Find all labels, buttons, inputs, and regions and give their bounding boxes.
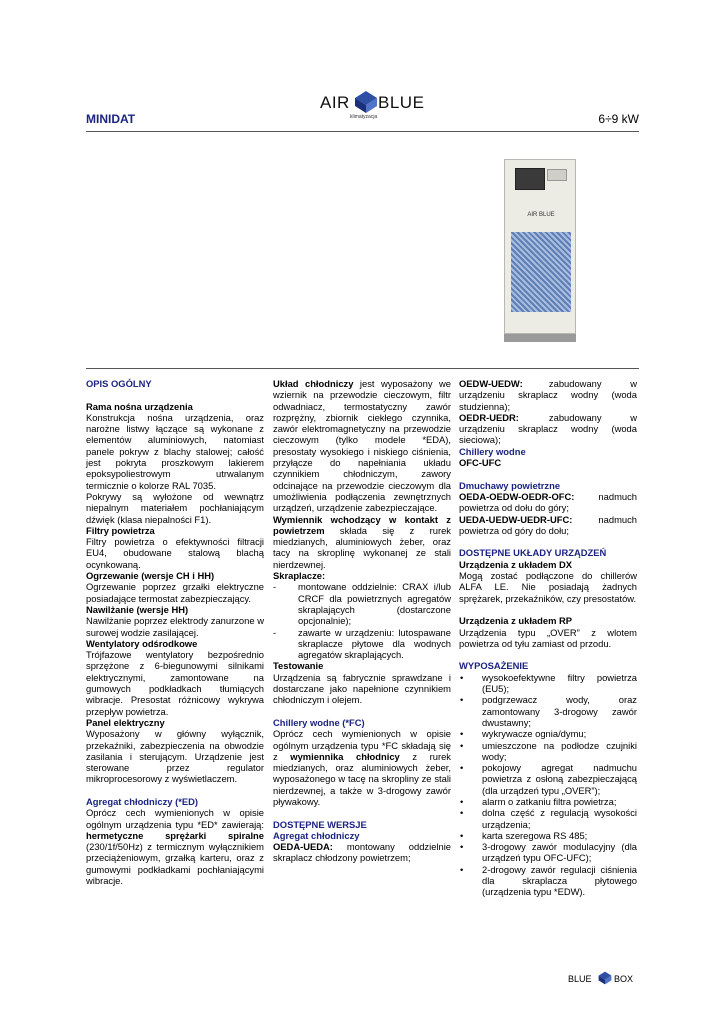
subheading-chillery-wodne: Chillery wodne xyxy=(459,445,526,457)
skraplacze-list xyxy=(273,581,451,660)
text-oedr: urządzeniu skraplacz wodny (woda sieciowa); xyxy=(459,423,637,446)
label-oeda-ofc: OEDA-OEDW-OEDR-OFC: xyxy=(459,490,575,502)
unit-base xyxy=(504,334,576,342)
list-item: - zawarte w urządzeniu: lutospawane skraplacze płytowe dla wodnych agregatów skraplających. xyxy=(273,627,451,661)
text-agregat: Oprócz cech wymienionych w opisie ogólnym urządzenia typu *ED* zawierają: hermetyczne sprężarki spiralne (230/1f/50Hz) z termicznym wyłącznikiem przeciążeniowym, grzałką karteru, oraz z gumowymi podkładkami pochłaniającymi wibracje. xyxy=(86,807,264,887)
unit-brand: AIR BLUE xyxy=(527,212,555,218)
unit-grille xyxy=(511,232,571,312)
text-rama: Konstrukcja nośna urządzenia, oraz narożne listwy łączące są wykonane z elementów aluminiowych, natomiast panele pokryw z blachy stalowej; całość jest pokryta proszkowym lakierem epoksypoliestrowym utrwalanym termicznie o kolorze RAL 7035. xyxy=(86,411,264,491)
section-heading-wyposazenie: WYPOSAŻENIE xyxy=(459,660,529,672)
text-oeda: OEDA-UEDA: montowany oddzielnie skraplacz chłodzony powietrzem; xyxy=(273,841,451,864)
subheading-nawilzanie: Nawilżanie (wersje HH) xyxy=(86,603,189,615)
text-rp: Urządzenia typu „OVER” z wlotem powietrza od tyłu zamiast od przodu. xyxy=(459,626,637,649)
label-oedr: OEDR-UEDR: xyxy=(459,411,519,423)
section-heading-agregat: Agregat chłodniczy (*ED) xyxy=(86,795,198,807)
text-ueda-ufc: powietrza od góry do dołu; xyxy=(459,524,569,536)
product-image xyxy=(504,159,576,342)
section-heading-opis: OPIS OGÓLNY xyxy=(86,378,152,389)
column-3: OEDW-UEDW: zabudowany w urządzeniu skraplacz wodny (woda studzienna); OEDR-UEDR: zabudowany w urządzeniu skraplacz wodny (woda sieciowa); Chillery wodne OFC-UFC Dmuchawy powietrzne OEDA-OEDW-OEDR-OFC: nadmuch powietrza od dołu do góry; UEDA-UEDW-UEDR-UFC: nadmuch powietrza od góry do dołu; DOSTĘPNE UKŁADY URZĄDZEŃ Urządzenia z układem DX Mogą zostać podłączone do chillerów ALFA LE. Nie posiadają żadnych sprężarek, przekaźników, czy presostatów. Urządzenia z układem RP Urządzenia typu „OVER” z wlotem powietrza od tyłu zamiast od przodu. WYPOSAŻENIE • wysokoefektywne filtry powietrza (EU5); • podgrzewacz wody, oraz zamontowany 3-drogowy zawór dwustawny; • wykrywacze ognia/dymu; • umieszczone na podłodze czujniki wody; • pokojowy agregat nadmuchu powietrza z osłoną zabezpieczającą (dla urządzeń typu „OVER”); • alarm o zatkaniu filtra powietrza; • dolna część z regulacją wysokości urządzenia; • karta szeregowa RS 485; • 3-drogowy zawór modulacyjny (dla urządzeń typu OFC-UFC); • 2-drogowy zawór regulacji ciśnienia dla skraplacza płytowego (urządzenia typu *EDW). xyxy=(459,378,637,898)
power-range: 6÷9 kW xyxy=(598,112,639,126)
list-item: • 3-drogowy zawór modulacyjny (dla urządzeń typu OFC-UFC); xyxy=(459,841,637,864)
subheading-filtry: Filtry powietrza xyxy=(86,524,155,536)
subheading-panel: Panel elektryczny xyxy=(86,716,165,728)
unit-display xyxy=(547,169,567,181)
list-item: • dolna część z regulacją wysokości urządzenia; xyxy=(459,807,637,830)
subheading-rama: Rama nośna urządzenia xyxy=(86,400,193,412)
list-item: • umieszczone na podłodze czujniki wody; xyxy=(459,740,637,763)
text-filtry: Filtry powietrza o efektywności filtracji EU4, obudowane stalową blachą ocynkowaną. xyxy=(86,536,264,570)
logo-text-air: AIR xyxy=(320,93,350,112)
text-oeda-ofc: powietrza od dołu do góry; xyxy=(459,502,569,514)
list-item: • wysokoefektywne filtry powietrza (EU5); xyxy=(459,672,637,695)
subheading-rp: Urządzenia z układem RP xyxy=(459,615,573,627)
text-wentylatory: Trójfazowe wentylatory bezpośrednio sprzężone z 6-biegunowymi silnikami elektrycznymi, zamontowane na gumowych podkładkach tłumiących wibracje. Presostat różnicowy wykrywa przepływ powietrza. xyxy=(86,649,264,717)
footer-logo-right: BOX xyxy=(614,974,634,984)
footer-emblem-icon xyxy=(598,971,612,985)
subheading-testowanie: Testowanie xyxy=(273,660,324,672)
label-ueda-ufc: UEDA-UEDW-UEDR-UFC: xyxy=(459,513,573,525)
column-2 xyxy=(273,378,451,864)
title-row xyxy=(86,112,639,130)
label-oedw: OEDW-UEDW: xyxy=(459,378,523,389)
list-item: • wykrywacze ognia/dymu; xyxy=(459,728,637,739)
subheading-dmuchawy: Dmuchawy powietrzne xyxy=(459,479,561,491)
logo-text-blue: BLUE xyxy=(378,93,425,112)
bluebox-logo xyxy=(568,971,638,989)
text-panel: Wyposażony w główny wyłącznik, przekaźniki, zabezpieczenia na obwodzie zasilania i sterującym. Urządzenie jest sterowane przez regulator mikroprocesorowy z wyświetlaczem. xyxy=(86,728,264,785)
section-heading-chillery: Chillery wodne (*FC) xyxy=(273,716,365,728)
list-item: • 2-drogowy zawór regulacji ciśnienia dla skraplacza płytowego (urządzenia typu *EDW). xyxy=(459,864,637,898)
section-heading-wersje: DOSTĘPNE WERSJE xyxy=(273,818,367,830)
wyposazenie-list xyxy=(459,672,637,898)
column-1 xyxy=(86,378,264,886)
text-pokrywy: Pokrywy są wyłożone od wewnątrz niepalnym materiałem pochłaniającym dźwięk (klasa niepalności F1). xyxy=(86,490,264,525)
subheading-wentylatory: Wentylatory odśrodkowe xyxy=(86,637,198,649)
subheading-skraplacze: Skraplacze: xyxy=(273,570,326,582)
text-chillery: Oprócz cech wymienionych w opisie ogólnym urządzenia typu *FC składają się z wymiennika chłodnicy z rurek miedzianych, oraz aluminiowych żeber, wyposażonego w tacę na skropliny ze stali nierdzewnej, a także w 3-drogowy zawór pływakowy. xyxy=(273,728,451,807)
label-ofc: OFC-UFC xyxy=(459,457,502,469)
list-item: • alarm o zatkaniu filtra powietrza; xyxy=(459,796,637,807)
section-heading-uklady: DOSTĘPNE UKŁADY URZĄDZEŃ xyxy=(459,547,607,559)
list-item: • podgrzewacz wody, oraz zamontowany 3-drogowy zawór dwustawny; xyxy=(459,694,637,728)
footer-logo-left: BLUE xyxy=(568,974,592,984)
text-oedw: urządzeniu skraplacz wodny (woda studzienna); xyxy=(459,389,637,412)
logo-subtitle: klimatyzacja xyxy=(350,114,378,120)
unit-control-panel xyxy=(515,168,545,190)
list-item: - montowane oddzielnie: CRAX i/lub CRCF dla powietrznych agregatów skraplających (dostarczone opcjonalnie); xyxy=(273,581,451,626)
text-dx: Mogą zostać podłączone do chillerów ALFA LE. Nie posiadają żadnych sprężarek, przekaźników, czy presostatów. xyxy=(459,570,637,604)
text-nawilzanie: Nawilżanie poprzez elektrody zanurzone w surowej wodzie zasilającej. xyxy=(86,615,264,638)
text-ogrzewanie: Ogrzewanie poprzez grzałki elektryczne posiadające termostat zabezpieczający. xyxy=(86,581,264,604)
middle-divider xyxy=(86,368,639,369)
text-wymiennik: Wymiennik wchodzący w kontakt z powietrzem składa się z rurek miedzianych, aluminiowych żeber, oraz tacy na skroplinę wykonanej ze stali nierdzewnej. xyxy=(273,513,451,570)
text-testowanie: Urządzenia są fabrycznie sprawdzane i dostarczane jako napełnione czynnikiem chłodniczym i olejem. xyxy=(273,671,451,706)
top-divider xyxy=(86,131,639,132)
page-title: MINIDAT xyxy=(86,112,136,126)
subheading-agregat: Agregat chłodniczy xyxy=(273,829,360,841)
logo-emblem-icon xyxy=(354,90,378,114)
text-uklad: Układ chłodniczy jest wyposażony we wziernik na przewodzie cieczowym, filtr odwadniacz, termostatyczny zawór rozprężny, zbiornik ciekłego czynnika, zawór elektromagnetyczny na przewodzie cieczowym (tylko modele *EDA), presostaty wysokiego i niskiego ciśnienia, przyłącze do napełniania układu czynnikiem chłodniczym, zawory odcinające na przewodzie cieczowym dla umożliwienia podłączenia zewnętrznych urządzeń, urządzenie zabezpieczające. xyxy=(273,378,451,514)
subheading-ogrzewanie: Ogrzewanie (wersje CH i HH) xyxy=(86,570,215,582)
subheading-dx: Urządzenia z układem DX xyxy=(459,558,573,570)
list-item: • karta szeregowa RS 485; xyxy=(459,830,637,841)
unit-cabinet xyxy=(504,159,576,334)
list-item: • pokojowy agregat nadmuchu powietrza z osłoną zabezpieczającą (dla urządzeń typu „OVER”); xyxy=(459,762,637,796)
